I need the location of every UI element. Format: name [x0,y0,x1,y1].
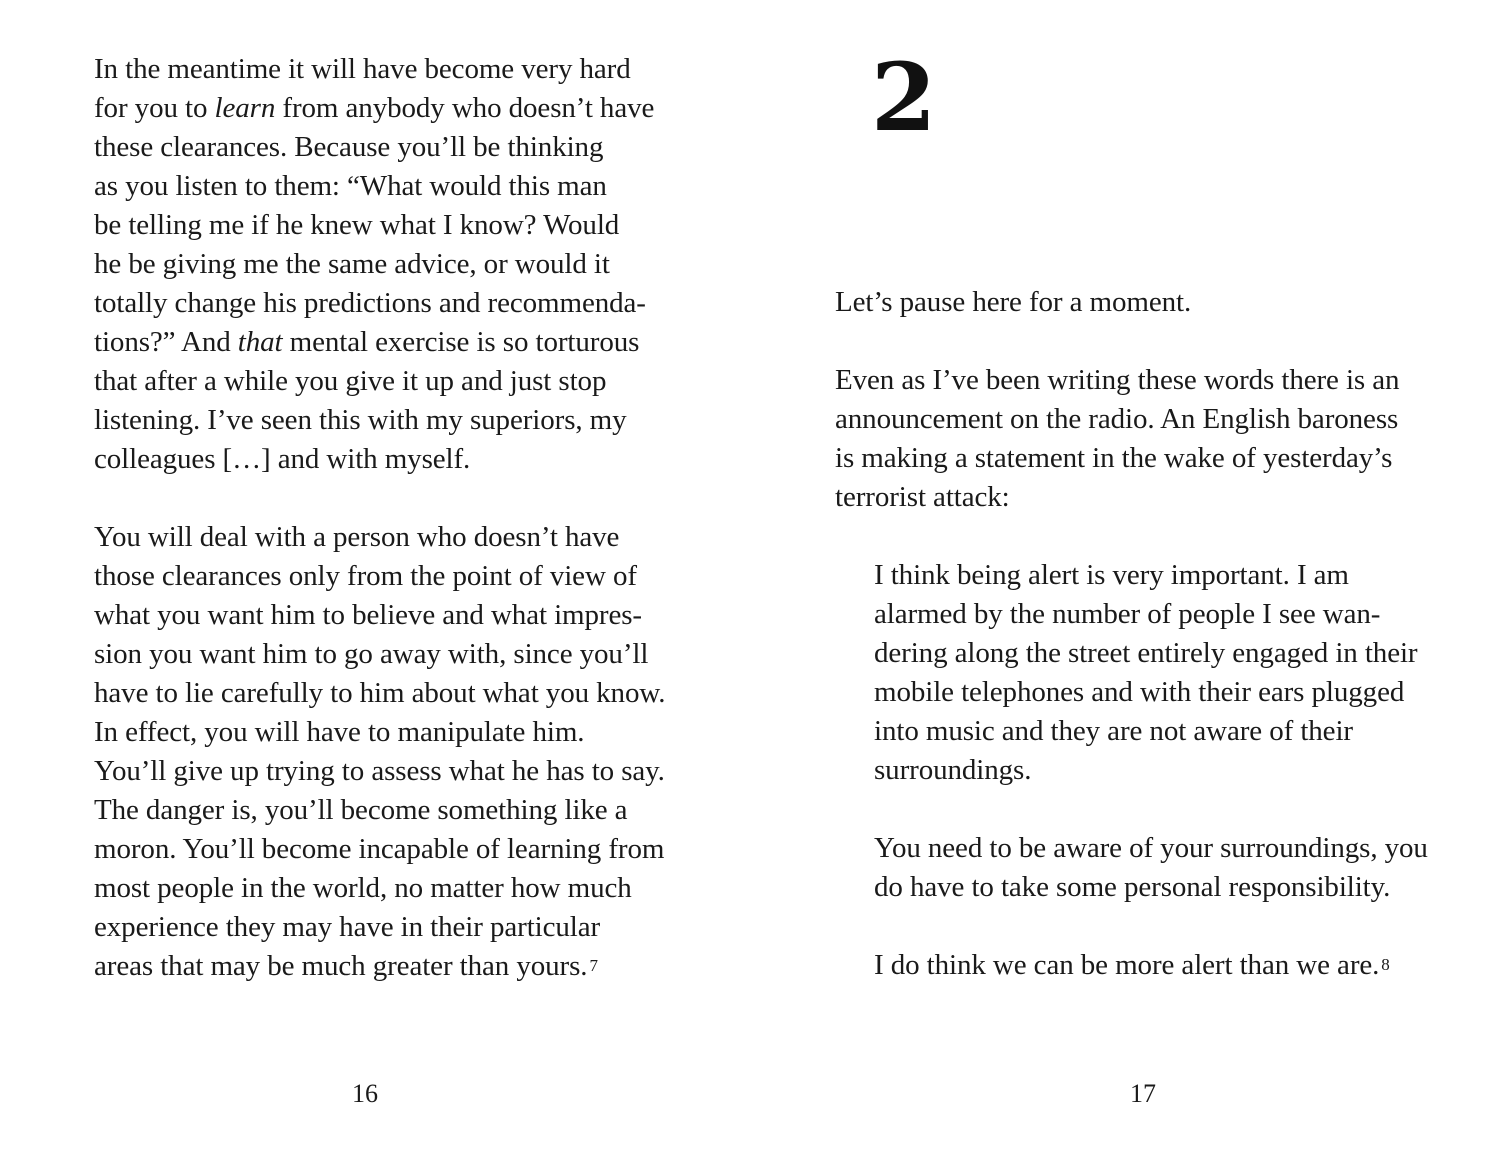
text-line [874,556,1349,595]
text-run: what you want him to believe and what impres- [94,599,642,631]
text-line [94,323,639,362]
text-line [94,518,619,557]
text-line [835,439,1392,478]
text-run: those clearances only from the point of view of [94,560,637,592]
text-line [874,751,1031,790]
emphasis-text: learn [214,92,276,124]
text-run: I do think we can be more alert than we are. [874,949,1380,981]
text-run: announcement on the radio. An English baroness [835,403,1399,435]
text-run: into music and they are not aware of their [874,715,1353,747]
text-run: Let’s pause here for a moment. [835,286,1192,318]
text-run: be telling me if he knew what I know? Would [94,209,620,241]
text-line [94,674,665,713]
text-line [874,634,1417,673]
text-run: Even as I’ve been writing these words there is an [835,364,1400,396]
right-page [755,0,1511,1165]
text-line [94,401,627,440]
left-page [0,0,755,1165]
text-line [94,908,600,947]
text-run: experience they may have in their particular [94,911,601,943]
text-run: In effect, you will have to manipulate him. [94,716,585,748]
text-line [94,362,606,401]
text-line [874,712,1353,751]
text-run: In the meantime it will have become very hard [94,53,631,85]
text-line [94,791,627,830]
text-line [874,673,1404,712]
text-run: I think being alert is very important. I am [874,559,1349,591]
text-run: tions?” And [94,326,238,358]
text-line [835,478,1010,517]
text-line [94,557,637,596]
page-number-left: 16 [352,1079,378,1108]
text-line [874,595,1380,634]
text-run: sion you want him to go away with, since you’ll [94,638,649,670]
text-line [94,245,610,284]
text-run: The danger is, you’ll become something like a [94,794,628,826]
text-run: he be giving me the same advice, or would it [94,248,610,280]
text-line [94,206,619,245]
text-run: that after a while you give it up and just stop [94,365,607,397]
chapter-number: 2 [871,43,937,153]
text-line [94,635,648,674]
text-run: do have to take some personal responsibility. [874,871,1391,903]
text-line [94,440,470,479]
text-run: have to lie carefully to him about what you know. [94,677,666,709]
text-run: You will deal with a person who doesn’t have [94,521,620,553]
text-run: You need to be aware of your surroundings, you [874,832,1428,864]
text-run: most people in the world, no matter how much [94,872,632,904]
text-line [94,167,607,206]
text-line [94,947,598,989]
text-run: mobile telephones and with their ears plugged [874,676,1405,708]
text-line [94,89,654,128]
footnote-marker: 7 [589,956,598,975]
text-run: mental exercise is so torturous [282,326,640,358]
text-line [835,283,1191,322]
footnote-marker: 8 [1381,955,1390,974]
text-run: as you listen to them: “What would this man [94,170,607,202]
text-run: for you to [94,92,215,124]
text-run: dering along the street entirely engaged in their [874,637,1418,669]
text-line [94,830,664,869]
text-line [94,284,646,323]
text-run: alarmed by the number of people I see wan- [874,598,1381,630]
text-run: colleagues […] and with myself. [94,443,471,475]
text-line [835,400,1398,439]
text-run: moron. You’ll become incapable of learning from [94,833,665,865]
emphasis-text: that [237,326,283,358]
text-line [874,868,1390,907]
text-line [94,128,603,167]
text-run: these clearances. Because you’ll be thinking [94,131,604,163]
text-run: surroundings. [874,754,1032,786]
text-run: areas that may be much greater than yours. [94,950,588,982]
text-line [94,50,631,89]
text-line [94,596,642,635]
text-run: terrorist attack: [835,481,1010,513]
text-run: listening. I’ve seen this with my superiors, my [94,404,627,436]
text-run: You’ll give up trying to assess what he has to say. [94,755,665,787]
page-number-right: 17 [1130,1079,1156,1108]
text-line [874,946,1390,988]
text-line [94,752,665,791]
text-run: from anybody who doesn’t have [275,92,655,124]
text-line [874,829,1428,868]
text-run: totally change his predictions and recommenda- [94,287,646,319]
text-run: is making a statement in the wake of yesterday’s [835,442,1393,474]
text-line [835,361,1399,400]
text-line [94,713,584,752]
text-line [94,869,632,908]
